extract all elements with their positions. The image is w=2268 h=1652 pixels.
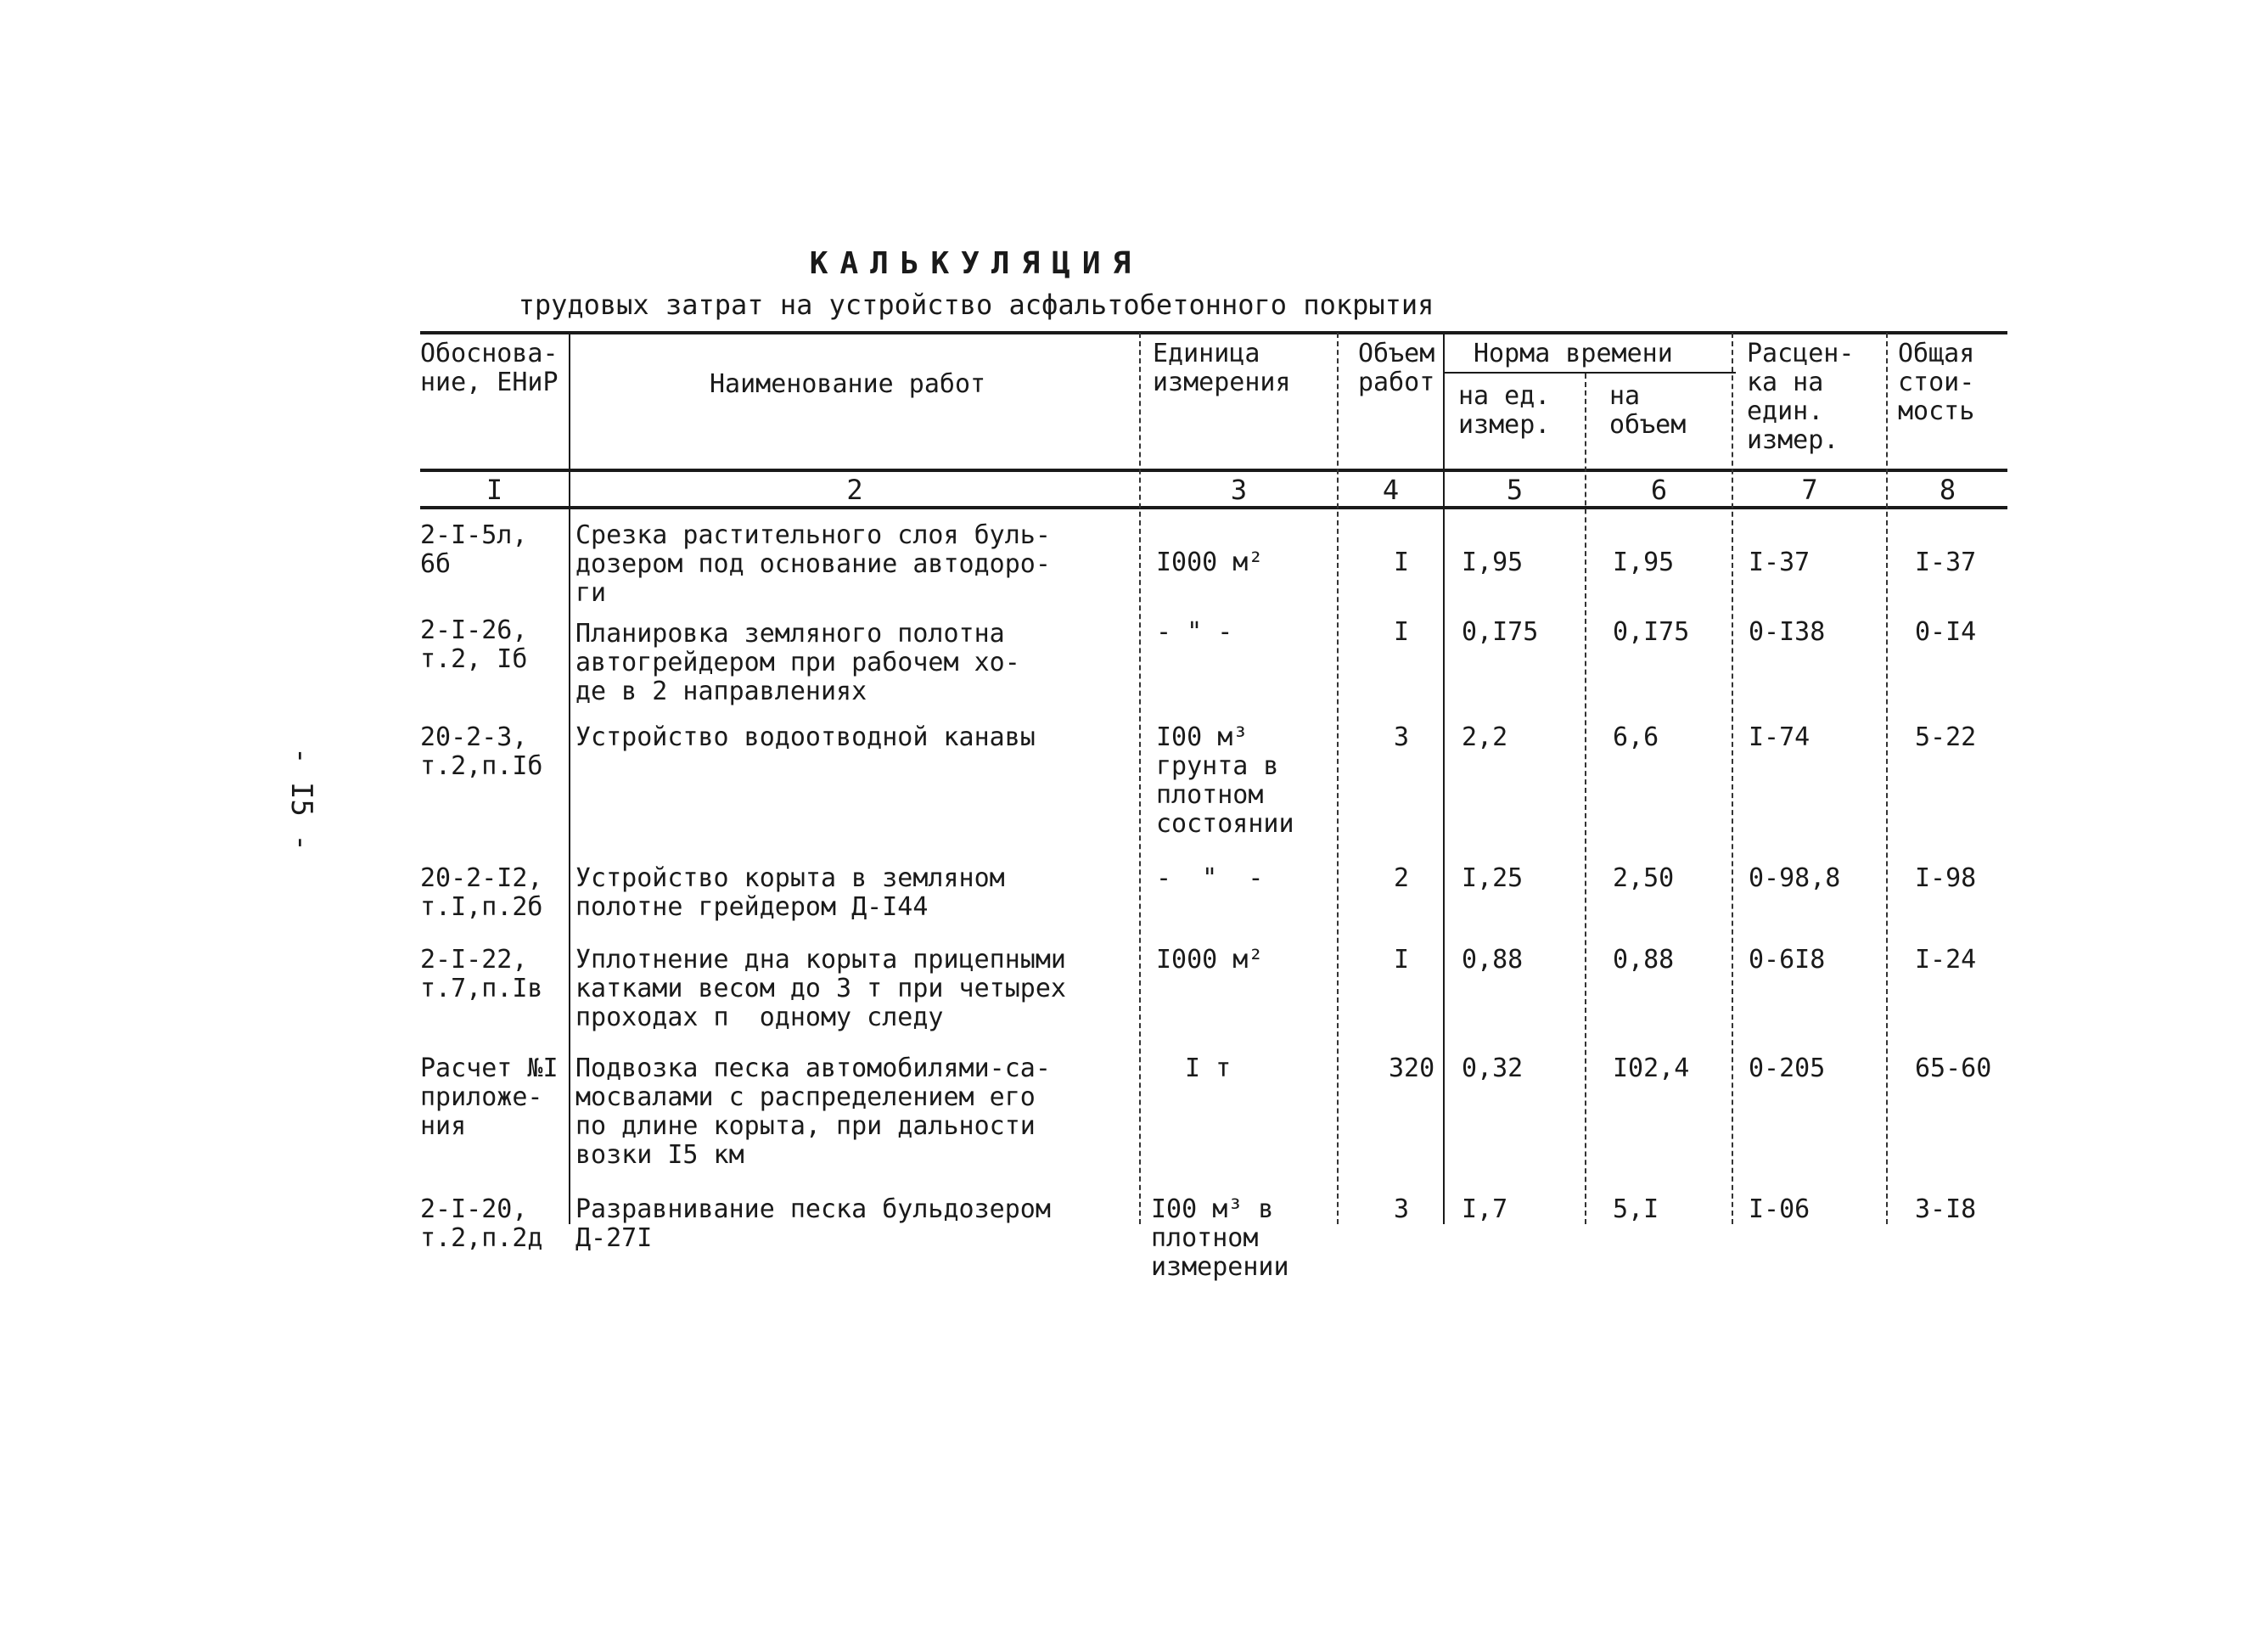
header-norm-per-volume: на объем [1609,381,1687,440]
table-top-rule [420,331,2007,334]
cell-norm-unit: 0,32 [1462,1054,1524,1083]
cell-norm-unit: I,7 [1462,1194,1508,1224]
cell-norm-unit: I,25 [1462,863,1524,893]
cell-norm-volume: 6,6 [1613,722,1659,752]
cell-cost: I-37 [1915,548,1977,577]
cell-cost: I-24 [1915,945,1977,975]
cell-unit: - " - [1156,617,1233,647]
cell-cost: 0-I4 [1915,617,1977,647]
cell-work-name: Планировка земляного полотна автогрейдером при рабочем хо- де в 2 направлениях [575,619,1020,706]
cell-unit: I000 м² [1156,548,1264,577]
numbers-bottom-rule [420,506,2007,509]
cell-volume: 3 [1394,1194,1410,1224]
column-number: 5 [1506,474,1524,506]
cell-volume: I [1394,617,1410,647]
column-divider [1443,333,1445,1224]
cell-volume: I [1394,945,1410,975]
header-time-norm: Норма времени [1474,339,1673,368]
cell-rate: 0-6I8 [1749,945,1826,975]
header-total-cost: Общая стои- мость [1898,339,1975,426]
cell-work-name: Подвозка песка автомобилями-са- мосвалами с распределением его по длине корыта, при дальности возки I5 км [575,1054,1051,1170]
cell-work-name: Разравнивание песка бульдозером Д-27I [575,1194,1051,1253]
page-number: - I5 - [284,747,318,851]
column-divider [1139,333,1141,1224]
column-divider [1337,333,1339,1224]
cell-unit: I000 м² [1156,945,1264,975]
header-work-name: Наименование работ [710,369,986,399]
column-number: 3 [1230,474,1248,506]
cell-basis: 20-2-I2, т.I,п.2б [420,863,543,922]
column-divider [569,333,570,1224]
cell-work-name: Срезка растительного слоя буль- дозером под основание автодоро- ги [575,520,1051,608]
cell-work-name: Устройство корыта в земляном полотне грейдером Д-I44 [575,863,1005,922]
cell-cost: 65-60 [1915,1054,1992,1083]
cell-basis: 2-I-22, т.7,п.Iв [420,945,543,1003]
cell-work-name: Устройство водоотводной канавы [575,722,1036,752]
cell-norm-volume: I02,4 [1613,1054,1690,1083]
cell-volume: 320 [1389,1054,1435,1083]
cell-volume: 2 [1394,863,1410,893]
column-divider [1886,333,1888,1224]
cell-unit: I00 м³ в плотном измерении [1151,1194,1289,1282]
cell-unit: I т [1185,1054,1232,1083]
cell-basis: Расчет №I приложе- ния [420,1054,559,1141]
column-divider [1732,333,1733,1224]
column-number: 8 [1939,474,1956,506]
cell-norm-volume: 0,I75 [1613,617,1690,647]
header-norm-per-unit: на ед. измер. [1458,381,1551,440]
cell-basis: 2-I-20, т.2,п.2д [420,1194,543,1253]
cell-unit: I00 м³ грунта в плотном состоянии [1156,722,1294,839]
norm-subheader-rule [1443,372,1736,374]
cell-cost: I-98 [1915,863,1977,893]
cell-unit: - " - [1156,863,1264,893]
cell-rate: I-37 [1749,548,1810,577]
column-number: 6 [1650,474,1668,506]
cell-rate: 0-I38 [1749,617,1826,647]
cell-rate: I-74 [1749,722,1810,752]
cell-norm-unit: 0,I75 [1462,617,1539,647]
header-unit-rate: Расцен- ка на един. измер. [1747,339,1855,455]
cell-rate: 0-205 [1749,1054,1826,1083]
header-bottom-rule [420,469,2007,472]
header-unit: Единица измерения [1153,339,1291,397]
cell-norm-volume: I,95 [1613,548,1675,577]
column-number: 2 [846,474,863,506]
cell-volume: I [1394,548,1410,577]
cell-work-name: Уплотнение дна корыта прицепными катками весом до 3 т при четырех проходах п одному следу [575,945,1066,1032]
column-number: 7 [1801,474,1818,506]
cell-norm-volume: 5,I [1613,1194,1659,1224]
header-basis: Обоснова- ние, ЕНиР [420,339,559,397]
cell-cost: 3-I8 [1915,1194,1977,1224]
header-volume: Объем работ [1358,339,1435,397]
column-number: 4 [1382,474,1400,506]
cell-volume: 3 [1394,722,1410,752]
cell-norm-unit: 0,88 [1462,945,1524,975]
cell-norm-unit: I,95 [1462,548,1524,577]
document-subtitle: трудовых затрат на устройство асфальтобетонного покрытия [518,289,1434,321]
cell-cost: 5-22 [1915,722,1977,752]
cell-norm-volume: 2,50 [1613,863,1675,893]
cell-norm-unit: 2,2 [1462,722,1508,752]
cell-basis: 20-2-3, т.2,п.Iб [420,722,543,781]
cell-basis: 2-I-26, т.2, Iб [420,615,528,674]
cell-norm-volume: 0,88 [1613,945,1675,975]
cell-rate: I-06 [1749,1194,1810,1224]
cell-rate: 0-98,8 [1749,863,1841,893]
column-number: I [486,474,503,506]
document-title: КАЛЬКУЛЯЦИЯ [809,246,1143,281]
cell-basis: 2-I-5л, 6б [420,520,528,579]
